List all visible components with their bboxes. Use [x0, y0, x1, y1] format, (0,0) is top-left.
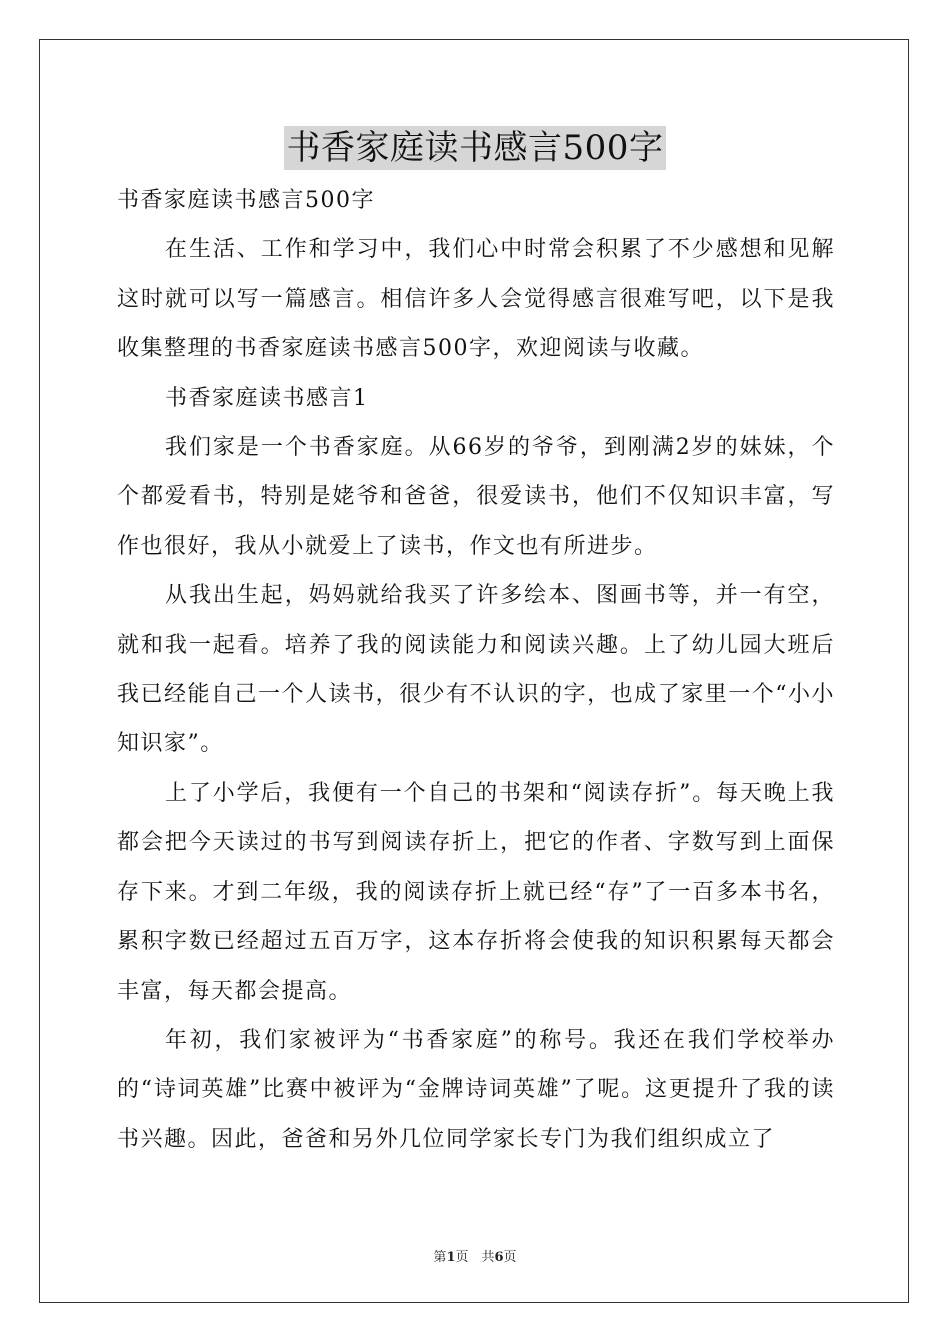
footer-middle: 页 共 — [455, 1250, 495, 1265]
document-title: 书香家庭读书感言500字 — [284, 126, 667, 170]
paragraph: 书香家庭读书感言1 — [165, 385, 369, 411]
paragraph: 在生活、工作和学习中，我们心中时常会积累了不少感想和见解这时就可以写一篇感言。相信许多人会觉得感言很难写吧，以下是我收集整理的书香家庭读书感言500字，欢迎阅读与收藏。 — [117, 237, 835, 362]
paragraph: 我们家是一个书香家庭。从66岁的爷爷，到刚满2岁的妹妹，个个都爱看书，特别是姥爷和爸爸，很爱读书，他们不仅知识丰富，写作也很好，我从小就爱上了读书，作文也有所进步。 — [117, 435, 835, 559]
paragraph: 上了小学后，我便有一个自己的书架和“阅读存折”。每天晚上我都会把今天读过的书写到阅读存折上，把它的作者、字数写到上面保存下来。才到二年级，我的阅读存折上就已经“存”了一百多本书名，累积字数已经超过五百万字，这本存折将会使我的知识积累每天都会丰富，每天都会提高。 — [117, 780, 835, 1004]
title-container — [0, 126, 950, 170]
footer-suffix: 页 — [503, 1250, 517, 1265]
paragraph: 年初，我们家被评为“书香家庭”的称号。我还在我们学校举办的“诗词英雄”比赛中被评为“金牌诗词英雄”了呢。这更提升了我的读书兴趣。因此，爸爸和另外几位同学家长专门为我们组织成立了 — [117, 1027, 835, 1152]
paragraph: 书香家庭读书感言500字 — [117, 188, 375, 213]
total-pages-number: 6 — [494, 1250, 504, 1265]
document-body — [117, 176, 835, 1164]
footer-prefix: 第 — [433, 1250, 447, 1265]
paragraph: 从我出生起，妈妈就给我买了许多绘本、图画书等，并一有空，就和我一起看。培养了我的阅读能力和阅读兴趣。上了幼儿园大班后我已经能自己一个人读书，很少有不认识的字，也成了家里一个“小小知识家”。 — [117, 583, 835, 757]
page-footer — [0, 1246, 950, 1265]
current-page-number: 1 — [446, 1250, 456, 1265]
